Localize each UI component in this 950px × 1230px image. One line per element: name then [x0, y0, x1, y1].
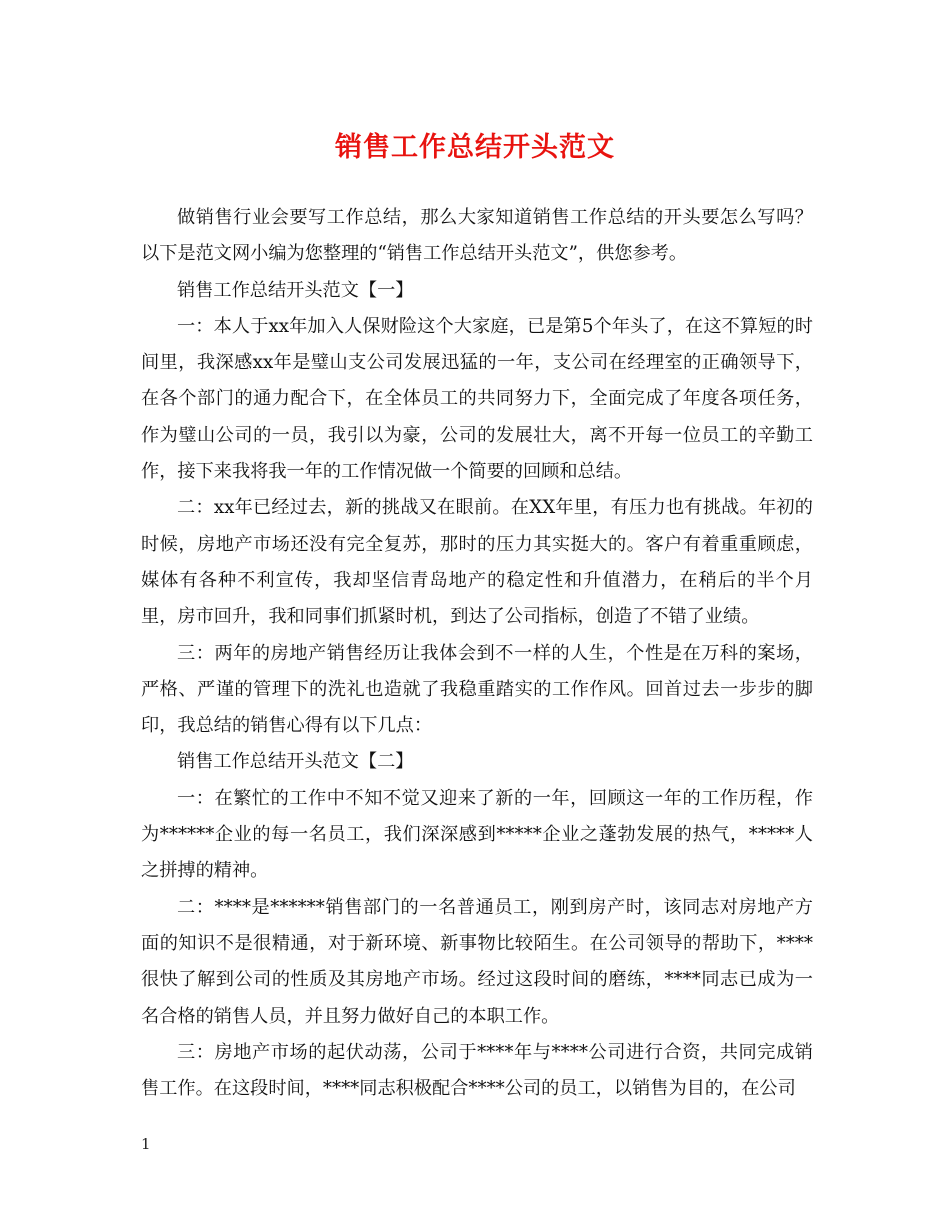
intro-paragraph: 做销售行业会要写工作总结，那么大家知道销售工作总结的开头要怎么写吗？以下是范文网小编为您整理的“销售工作总结开头范文”，供您参考。 [141, 207, 813, 265]
paragraph: 二：****是******销售部门的一名普通员工，刚到房产时，该同志对房地产方面的知识不是很精通，对于新环境、新事物比较陌生。在公司领导的帮助下，****很快了解到公司的性质及其房地产市场。经过这段时间的磨练，****同志已成为一名合格的销售人员，并且努力做好自己的本职工作。 [141, 896, 813, 1027]
paragraph: 一：在繁忙的工作中不知不觉又迎来了新的一年，回顾这一年的工作历程，作为******企业的每一名员工，我们深深感到*****企业之蓬勃发展的热气，*****人之拼搏的精神。 [141, 787, 813, 882]
page-number: 1 [141, 1135, 151, 1153]
paragraph: 一：本人于xx年加入人保财险这个大家庭，已是第5个年头了，在这不算短的时间里，我深感xx年是璧山支公司发展迅猛的一年，支公司在经理室的正确领导下，在各个部门的通力配合下，在全体员工的共同努力下，全面完成了年度各项任务，作为璧山公司的一员，我引以为豪，公司的发展壮大，离不开每一位员工的辛勤工作，接下来我将我一年的工作情况做一个简要的回顾和总结。 [141, 315, 813, 483]
paragraph: 二：xx年已经过去，新的挑战又在眼前。在XX年里，有压力也有挑战。年初的时候，房地产市场还没有完全复苏，那时的压力其实挺大的。客户有着重重顾虑，媒体有各种不利宣传，我却坚信青岛地产的稳定性和升值潜力，在稍后的半个月里，房市回升，我和同事们抓紧时机，到达了公司指标，创造了不错了业绩。 [141, 497, 813, 628]
section-heading-1: 销售工作总结开头范文【一】 [177, 279, 414, 301]
paragraph: 三：两年的房地产销售经历让我体会到不一样的人生，个性是在万科的案场，严格、严谨的管理下的洗礼也造就了我稳重踏实的工作作风。回首过去一步步的脚印，我总结的销售心得有以下几点： [141, 642, 813, 737]
document-body [141, 200, 813, 1107]
document-title: 销售工作总结开头范文 [335, 132, 615, 163]
paragraph: 三：房地产市场的起伏动荡，公司于****年与****公司进行合资，共同完成销售工作。在这段时间，****同志积极配合****公司的员工，以销售为目的，在公司 [141, 1041, 813, 1100]
section-heading-2: 销售工作总结开头范文【二】 [177, 751, 414, 773]
